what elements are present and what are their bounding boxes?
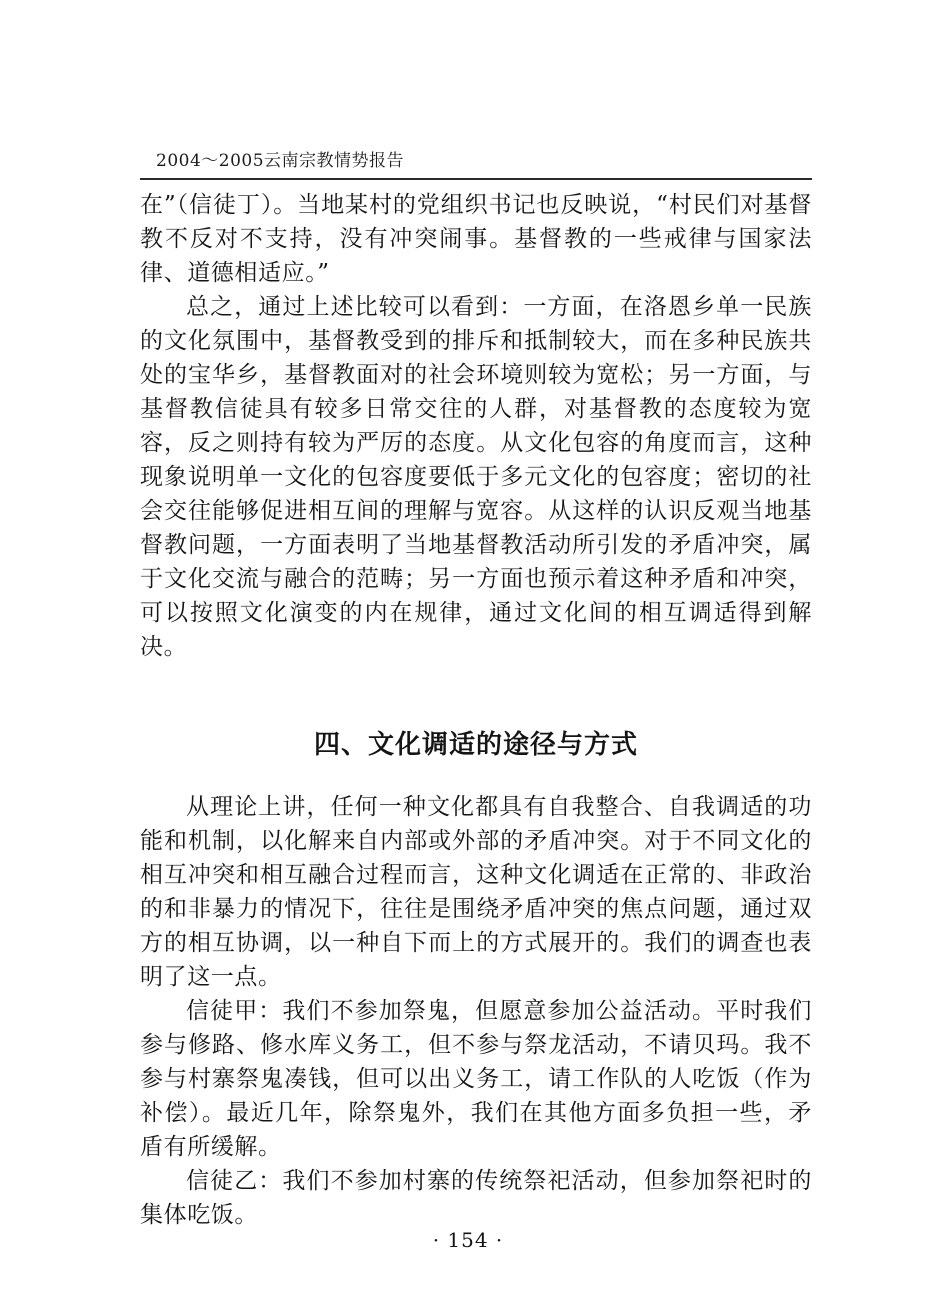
section-heading: 四、文化调适的途径与方式 bbox=[313, 730, 638, 760]
page-number: · 154 · bbox=[432, 1228, 504, 1252]
body-text-part2 bbox=[140, 790, 812, 1232]
paragraph-theory: 从理论上讲，任何一种文化都具有自我整合、自我调适的功能和机制，以化解来自内部或外部的矛盾冲突。对于不同文化的相互冲突和相互融合过程而言，这种文化调适在正常的、非政治的和非暴力的情况下，往往是围绕矛盾冲突的焦点问题，通过双方的相互协调，以一种自下而上的方式展开的。我们的调查也表明了这一点。 bbox=[140, 794, 812, 990]
paragraph-believer-a: 信徒甲：我们不参加祭鬼，但愿意参加公益活动。平时我们参与修路、修水库义务工，但不参与祭龙活动，不请贝玛。我不参与村寨祭鬼凑钱，但可以出义务工，请工作队的人吃饭（作为补偿）。最近几年，除祭鬼外，我们在其他方面多负担一些，矛盾有所缓解。 bbox=[140, 998, 812, 1160]
running-header: 2004～2005云南宗教情势报告 bbox=[156, 151, 405, 171]
paragraph-believer-b: 信徒乙：我们不参加村寨的传统祭祀活动，但参加祭祀时的集体吃饭。 bbox=[140, 1168, 812, 1228]
header-rule bbox=[140, 178, 812, 180]
paragraph-summary: 总之，通过上述比较可以看到：一方面，在洛恩乡单一民族的文化氛围中，基督教受到的排斥和抵制较大，而在多种民族共处的宝华乡，基督教面对的社会环境则较为宽松；另一方面，与基督教信徒具有较多日常交往的人群，对基督教的态度较为宽容，反之则持有较为严厉的态度。从文化包容的角度而言，这种现象说明单一文化的包容度要低于多元文化的包容度；密切的社会交往能够促进相互间的理解与宽容。从这样的认识反观当地基督教问题，一方面表明了当地基督教活动所引发的矛盾冲突，属于文化交流与融合的范畴；另一方面也预示着这种矛盾和冲突，可以按照文化演变的内在规律，通过文化间的相互调适得到解决。 bbox=[140, 294, 812, 660]
paragraph-continuation: 在”（信徒丁）。当地某村的党组织书记也反映说，“村民们对基督教不反对不支持，没有冲突闹事。基督教的一些戒律与国家法律、道德相适应。” bbox=[140, 192, 812, 286]
body-text-part1 bbox=[140, 188, 812, 664]
